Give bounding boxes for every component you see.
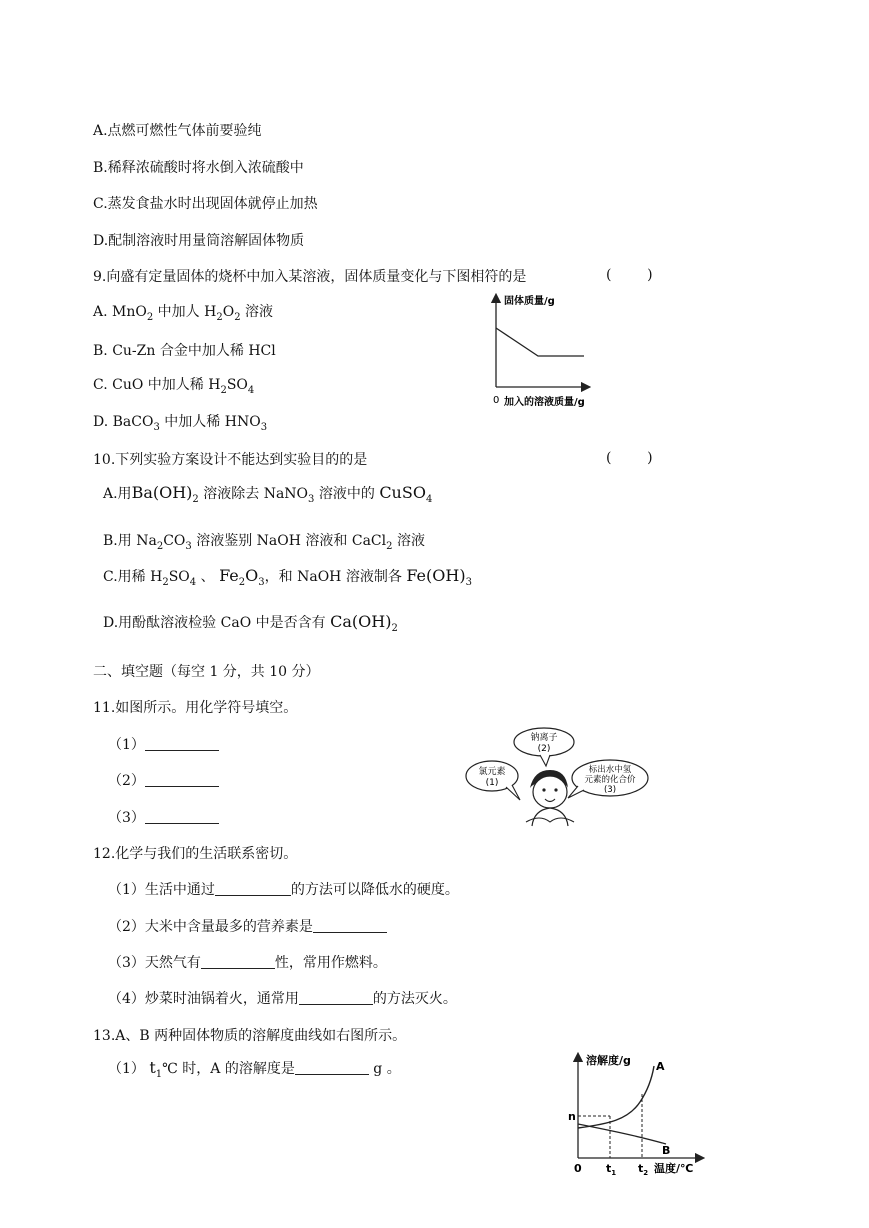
q12-item-2: （2）大米中含量最多的营养素是: [108, 917, 387, 937]
q10-option-b: B.用 $Na_2CO_3$ 溶液鉴别 NaOH 溶液和 CaCl$_2$ 溶液: [103, 533, 425, 552]
q11-item-2: （2）: [108, 771, 219, 791]
bubble-right-line1: 标出水中氢: [588, 765, 632, 775]
x-axis-label: 加入的溶液质量/g: [504, 397, 585, 408]
q9-mass-graph: [480, 290, 600, 415]
bubble-right-line2: 元素的化合价: [584, 775, 636, 785]
q8-option-b: B.稀释浓硫酸时将水倒入浓硫酸中: [93, 160, 304, 176]
bubble-left-text: 氯元素: [478, 767, 506, 777]
origin-label: 0: [493, 395, 500, 406]
bubble-top-text: 钠离子: [530, 733, 558, 743]
bubble-right-number: (3): [603, 785, 617, 795]
q13-item-1: （1） $t_1℃$ 时，A 的溶解度是 g 。: [108, 1058, 401, 1080]
y-axis-label: 固体质量/g: [504, 296, 555, 307]
y-axis-label: 溶解度/g: [586, 1054, 631, 1067]
curve-b-label: B: [662, 1144, 671, 1157]
q9-option-d: D. BaCO$_3$ 中加人稀 $HNO_3$: [93, 414, 268, 433]
t1-label: $t_1$: [606, 1162, 617, 1177]
q13-solubility-graph: [558, 1050, 708, 1180]
q10-option-c: C.用稀 $H_2SO_4$ 、 $Fe_2O_3$，和 NaOH 溶液制各 $Fe(OH)_3$: [103, 566, 472, 588]
bubble-top-number: (2): [537, 744, 551, 754]
blank[interactable]: [295, 1060, 369, 1075]
q8-option-c: C.蒸发食盐水时出现固体就停止加热: [93, 196, 318, 212]
blank[interactable]: [313, 918, 387, 933]
q12-item-3: （3）天然气有 性，常用作燃料。: [108, 955, 387, 971]
x-axis-label: 温度/℃: [654, 1162, 694, 1175]
q10-option-a: A.用$Ba(OH)_2$ 溶液除去 NaNO$_3$ 溶液中的 CuSO$_4$: [103, 483, 433, 505]
q12-item-4: （4）炒菜时油锅着火，通常用 的方法灭火。: [108, 991, 457, 1007]
blank[interactable]: [201, 954, 275, 969]
t2-label: $t_2$: [638, 1162, 649, 1177]
boy-figure: [526, 770, 574, 826]
blank[interactable]: [145, 736, 219, 751]
q11-stem: 11.如图所示。用化学符号填空。: [93, 700, 298, 716]
q8-option-d: D.配制溶液时用量筒溶解固体物质: [93, 233, 305, 249]
q9-stem: 9.向盛有定量固体的烧杯中加入某溶液，固体质量变化与下图相符的是: [93, 269, 527, 285]
q9-answer-paren: ( ): [606, 267, 653, 283]
n-label: n: [568, 1110, 576, 1123]
q13-stem: 13.A、B 两种固体物质的溶解度曲线如右图所示。: [93, 1028, 407, 1044]
q8-option-a: A.点燃可燃性气体前要验纯: [93, 123, 262, 139]
q12-item-1: （1）生活中通过 的方法可以降低水的硬度。: [108, 882, 459, 898]
q9-option-a: A. MnO$_2$ 中加人 $H_2O_2$ 溶液: [93, 304, 274, 323]
curve-b: [578, 1124, 666, 1144]
q12-stem: 12.化学与我们的生活联系密切。: [93, 846, 298, 862]
bubble-left-number: (1): [485, 778, 499, 788]
q11-boy-illustration: [462, 722, 662, 830]
q10-stem: 10.下列实验方案设计不能达到实验目的的是: [93, 452, 368, 468]
q11-item-1: （1）: [108, 735, 219, 755]
curve-a-label: A: [656, 1060, 665, 1073]
q10-option-d: D.用酚酞溶液检验 CaO 中是否含有 $Ca(OH)_2$: [103, 612, 398, 634]
curve-a: [578, 1066, 654, 1128]
q9-option-c: C. CuO 中加人稀 $H_2SO_4$: [93, 377, 255, 396]
mass-curve: [496, 328, 584, 356]
blank[interactable]: [215, 881, 291, 896]
origin-label: 0: [574, 1162, 582, 1175]
q9-option-b: B. Cu-Zn 合金中加人稀 HCl: [93, 343, 276, 359]
blank[interactable]: [299, 990, 373, 1005]
q10-answer-paren: ( ): [606, 450, 653, 466]
blank[interactable]: [145, 809, 219, 824]
section-2-title: 二、填空题（每空 1 分，共 10 分）: [93, 664, 320, 680]
blank[interactable]: [145, 772, 219, 787]
q11-item-3: （3）: [108, 808, 219, 828]
